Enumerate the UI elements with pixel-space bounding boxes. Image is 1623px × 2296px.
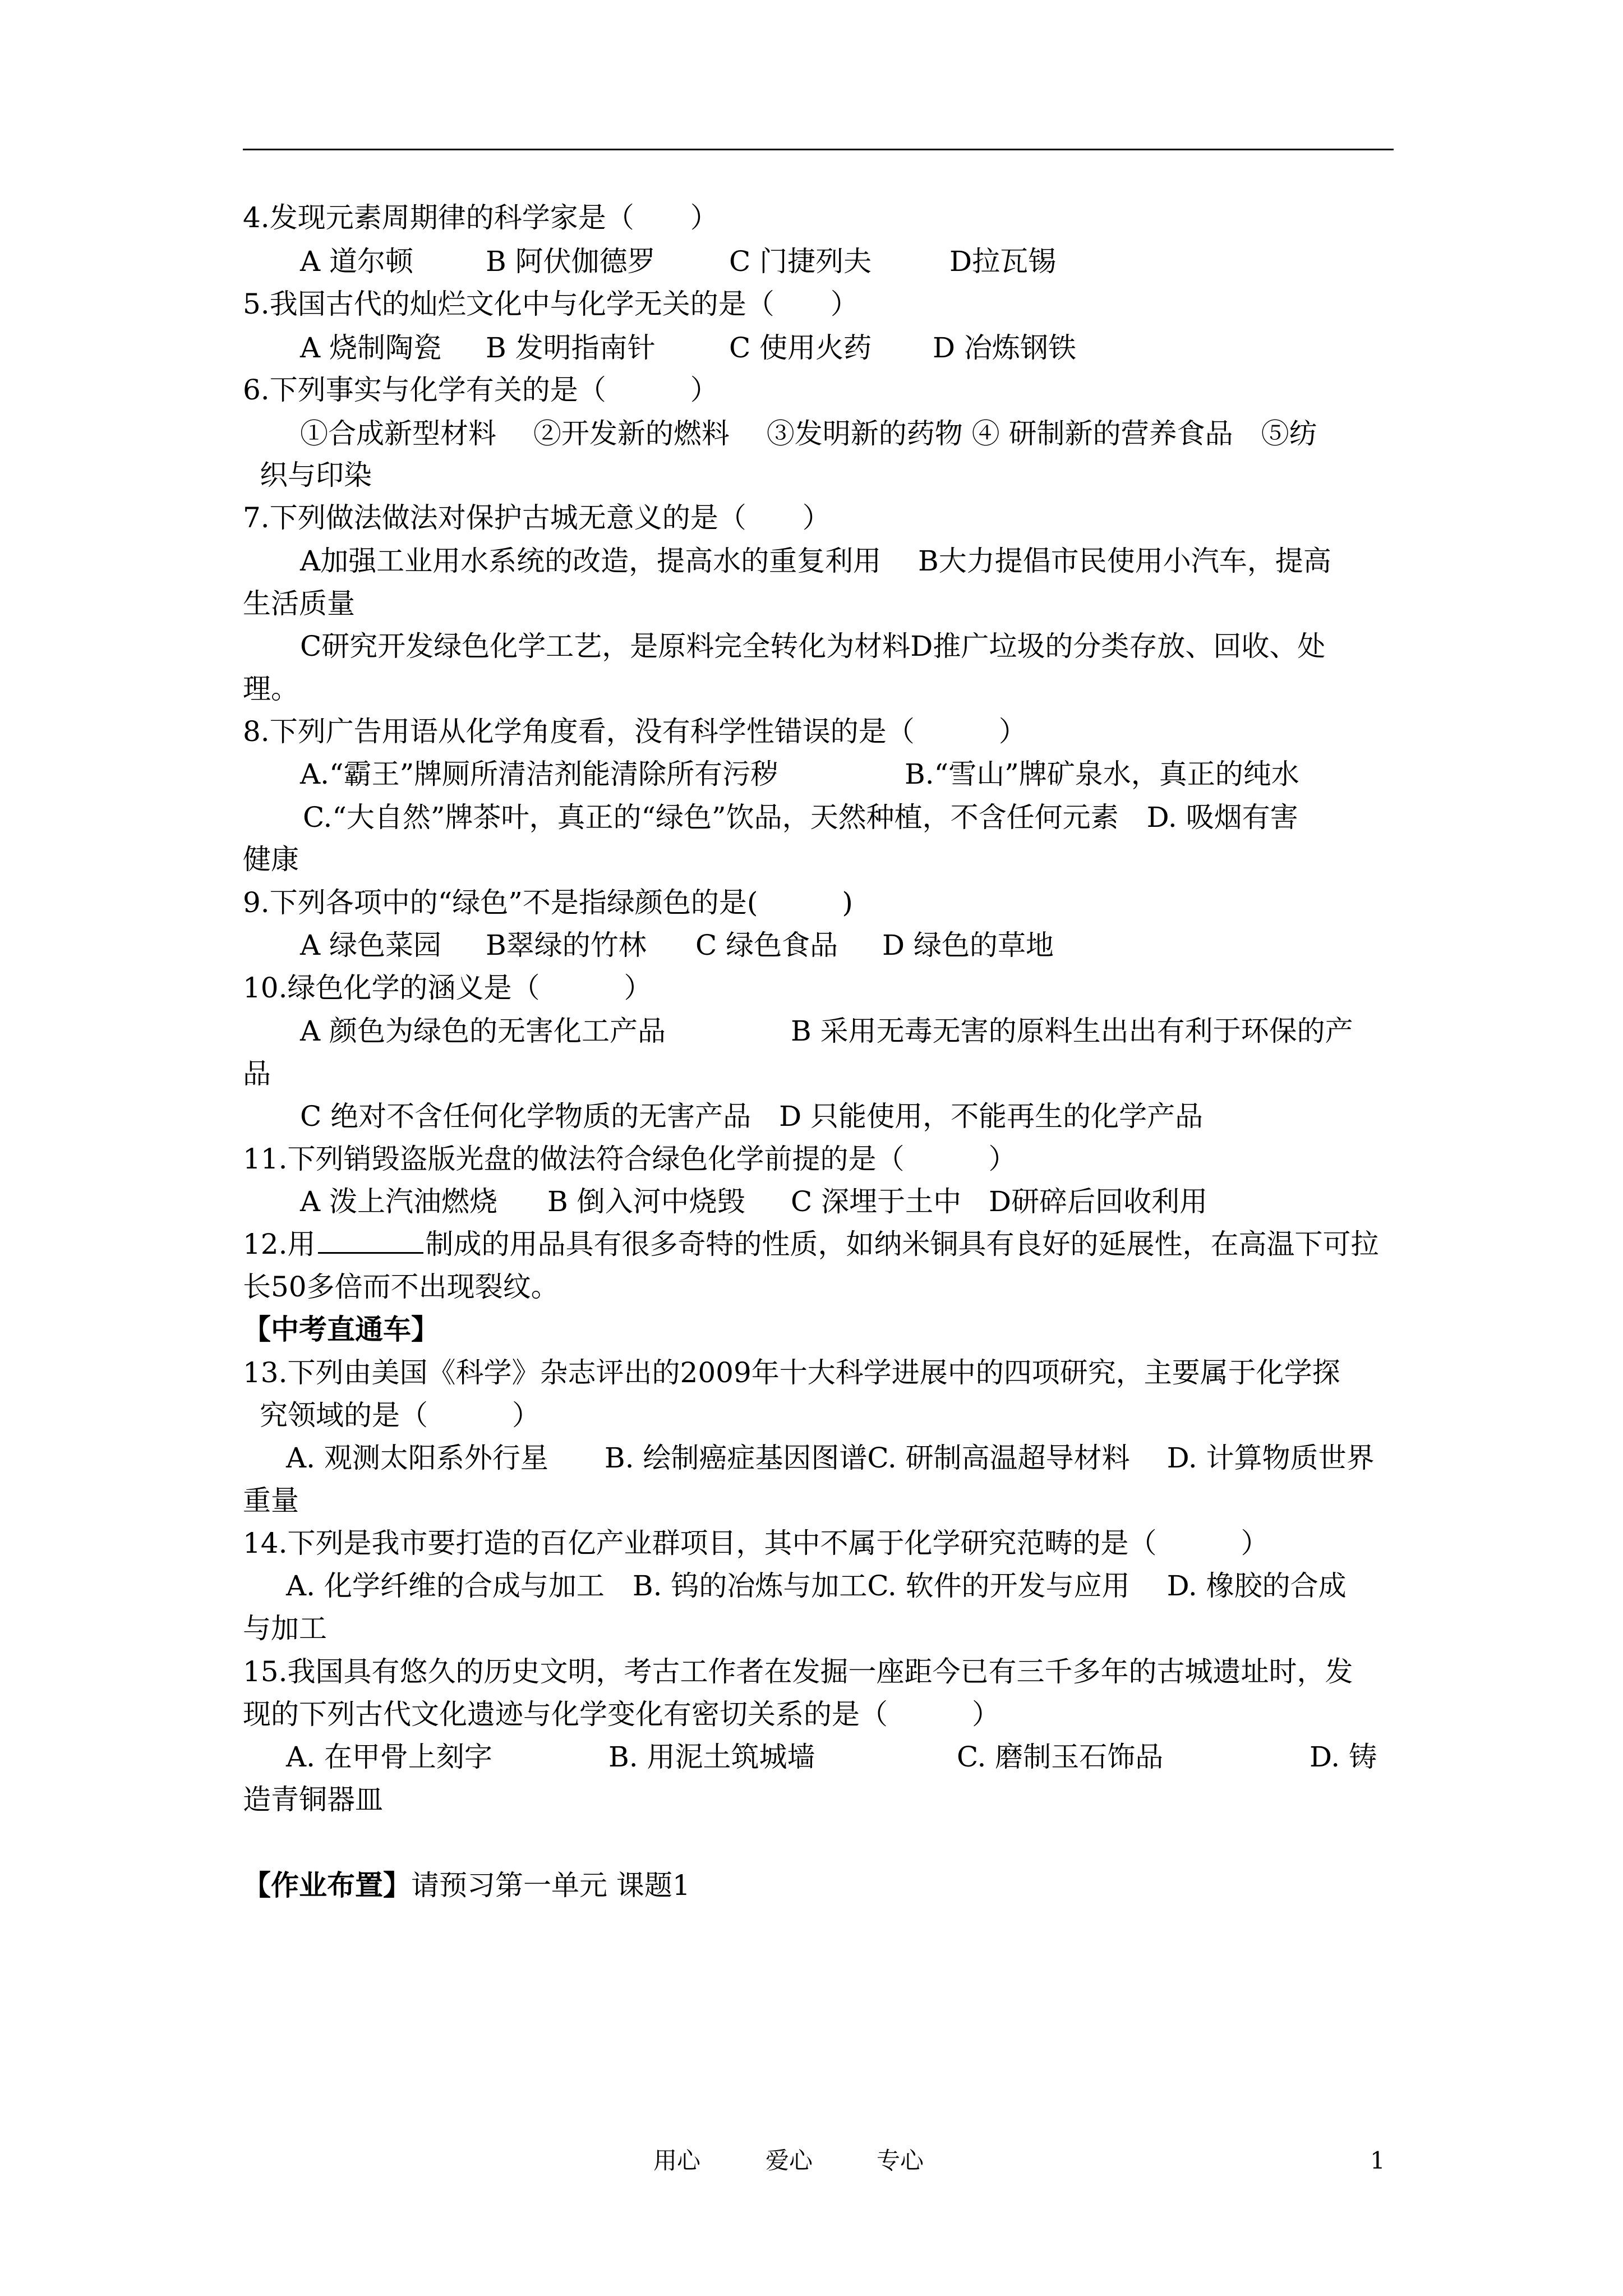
question-15-option-a: A. 在甲骨上刻字 xyxy=(286,1741,492,1773)
section-heading-zhongkao: 【中考直通车】 xyxy=(243,1313,439,1346)
question-11-option-c: C 深埋于土中 xyxy=(791,1185,962,1218)
question-12-part1: 12.用 xyxy=(243,1228,316,1260)
question-14-line2: A. 化学纤维的合成与加工 B. 钨的冶炼与加工C. 软件的开发与应用 D. 橡胶的合成 xyxy=(286,1570,1347,1602)
footer-text-aixin: 爱心 xyxy=(766,2147,813,2174)
question-5-option-a: A 烧制陶瓷 xyxy=(300,332,442,364)
question-7-line3: C研究开发绿色化学工艺，是原料完全转化为材料D推广垃圾的分类存放、回收、处 xyxy=(300,630,1326,662)
question-11-option-b: B 倒入河中烧毁 xyxy=(547,1185,745,1218)
question-15-option-c: C. 磨制玉石饰品 xyxy=(957,1741,1164,1773)
question-15-option-b: B. 用泥土筑城墙 xyxy=(608,1741,815,1773)
question-12-part2: 制成的用品具有很多奇特的性质，如纳米铜具有良好的延展性，在高温下可拉 xyxy=(425,1228,1379,1260)
homework-label: 【作业布置】 xyxy=(243,1869,411,1902)
footer-text-zhuanxin: 专心 xyxy=(877,2147,924,2174)
page-number: 1 xyxy=(1370,2147,1385,2174)
question-8-stem: 8.下列广告用语从化学角度看，没有科学性错误的是（ ） xyxy=(243,715,1027,748)
question-7-line1: A加强工业用水系统的改造，提高水的重复利用 B大力提倡市民使用小汽车，提高 xyxy=(300,545,1331,577)
question-6-options-line1: ①合成新型材料 ②开发新的燃料 ③发明新的药物 ④ 研制新的营养食品 ⑤纺 xyxy=(300,417,1317,450)
question-12-line1 xyxy=(243,1227,1379,1261)
question-13-line4: 重量 xyxy=(243,1484,299,1517)
question-10-option-b: B 采用无毒无害的原料生出出有利于环保的产 xyxy=(791,1015,1353,1047)
question-9-stem: 9.下列各项中的“绿色”不是指绿颜色的是( ) xyxy=(243,886,853,919)
question-13-line1: 13.下列由美国《科学》杂志评出的2009年十大科学进展中的四项研究，主要属于化学探 xyxy=(243,1356,1340,1389)
question-10-option-a: A 颜色为绿色的无害化工产品 xyxy=(300,1015,666,1047)
question-10-line3: C 绝对不含任何化学物质的无害产品 D 只能使用，不能再生的化学产品 xyxy=(300,1100,1204,1133)
question-6-options-line2: 织与印染 xyxy=(260,459,372,491)
question-5-option-b: B 发明指南针 xyxy=(486,332,656,364)
question-5-option-c: C 使用火药 xyxy=(729,332,872,364)
question-11-option-d: D研碎后回收利用 xyxy=(989,1185,1208,1218)
question-11-option-a: A 泼上汽油燃烧 xyxy=(300,1185,498,1218)
question-12-line2: 长50多倍而不出现裂纹。 xyxy=(243,1271,559,1303)
question-5-stem: 5.我国古代的灿烂文化中与化学无关的是（ ） xyxy=(243,288,859,320)
footer-text-yongxin: 用心 xyxy=(653,2147,701,2174)
question-7-line4: 理。 xyxy=(243,673,299,705)
question-14-line3: 与加工 xyxy=(243,1612,327,1645)
question-8-line3: 健康 xyxy=(243,843,299,876)
question-7-stem: 7.下列做法做法对保护古城无意义的是（ ） xyxy=(243,501,831,534)
homework-line xyxy=(243,1869,690,1902)
question-15-line1: 15.我国具有悠久的历史文明，考古工作者在发掘一座距今已有三千多年的古城遗址时，发 xyxy=(243,1655,1353,1688)
question-15-option-d: D. 铸 xyxy=(1310,1741,1377,1773)
question-8-line2: C.“大自然”牌茶叶，真正的“绿色”饮品，天然种植，不含任何元素 D. 吸烟有害 xyxy=(303,801,1298,834)
question-9-option-d: D 绿色的草地 xyxy=(882,929,1054,961)
question-4-option-a: A 道尔顿 xyxy=(300,245,414,278)
question-9-option-a: A 绿色菜园 xyxy=(300,929,442,961)
question-11-stem: 11.下列销毁盗版光盘的做法符合绿色化学前提的是（ ） xyxy=(243,1143,1017,1175)
question-10-stem: 10.绿色化学的涵义是（ ） xyxy=(243,972,652,1004)
question-6-stem: 6.下列事实与化学有关的是（ ） xyxy=(243,374,718,406)
question-13-line2: 究领域的是（ ） xyxy=(260,1399,540,1432)
question-13-line3: A. 观测太阳系外行星 B. 绘制癌症基因图谱C. 研制高温超导材料 D. 计算物质世界 xyxy=(286,1442,1375,1474)
question-4-option-c: C 门捷列夫 xyxy=(729,245,872,278)
question-7-line2: 生活质量 xyxy=(243,587,355,620)
fill-in-blank xyxy=(318,1227,423,1254)
question-4-option-b: B 阿伏伽德罗 xyxy=(486,245,656,278)
question-4-stem: 4.发现元素周期律的科学家是（ ） xyxy=(243,201,718,234)
header-rule xyxy=(243,149,1394,150)
homework-text: 请预习第一单元 课题1 xyxy=(411,1869,690,1902)
question-5-option-d: D 冶炼钢铁 xyxy=(933,332,1076,364)
question-10-line2: 品 xyxy=(243,1057,271,1090)
question-9-option-c: C 绿色食品 xyxy=(695,929,838,961)
question-9-option-b: B翠绿的竹林 xyxy=(486,929,647,961)
question-8-option-a: A.“霸王”牌厕所清洁剂能清除所有污秽 xyxy=(300,758,779,790)
question-14-line1: 14.下列是我市要打造的百亿产业群项目，其中不属于化学研究范畴的是（ ） xyxy=(243,1527,1269,1559)
question-4-option-d: D拉瓦锡 xyxy=(949,245,1057,278)
question-15-line2: 现的下列古代文化遗迹与化学变化有密切关系的是（ ） xyxy=(243,1698,1000,1731)
question-8-option-b: B.“雪山”牌矿泉水，真正的纯水 xyxy=(905,758,1299,790)
question-15-line4: 造青铜器皿 xyxy=(243,1783,383,1816)
